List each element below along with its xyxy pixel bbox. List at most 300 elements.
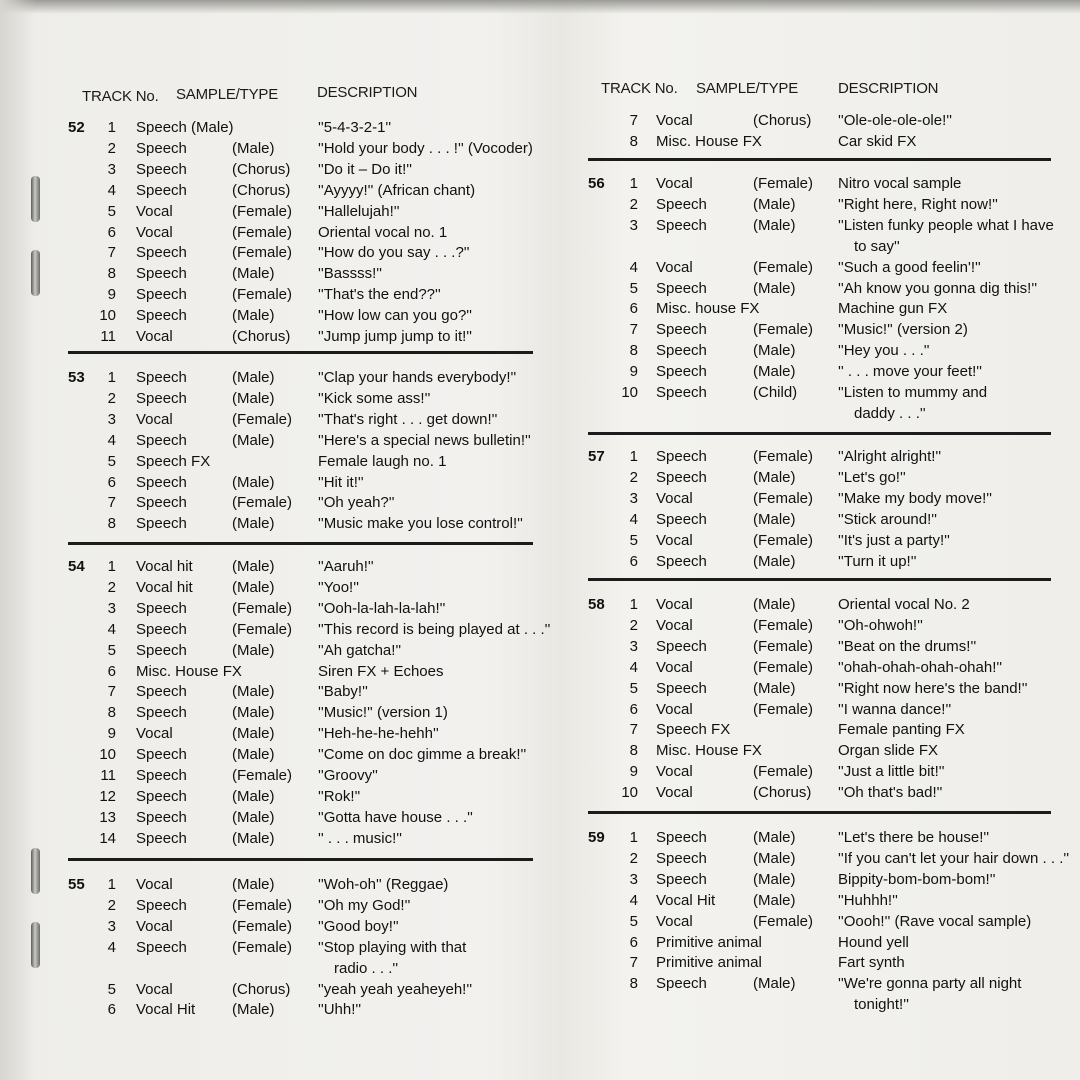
- sample-name: Speech: [136, 599, 187, 617]
- description: ''If you can't let your hair down . . .'': [838, 849, 1070, 867]
- list-item: [586, 679, 1056, 700]
- description: ''Bassss!'': [318, 265, 382, 283]
- sample-name: Vocal: [656, 596, 693, 613]
- list-item: [66, 808, 536, 829]
- sample-type: (Female): [232, 244, 293, 262]
- sample-name: Vocal: [656, 175, 693, 192]
- sample-type: (Female): [753, 321, 814, 339]
- list-item: [586, 320, 1056, 341]
- list-item: [586, 974, 1056, 995]
- list-item: [586, 362, 1056, 383]
- item-number: 6: [629, 700, 638, 718]
- list-item: [586, 383, 1056, 404]
- description: Machine gun FX: [838, 300, 948, 318]
- list-item: [586, 132, 1056, 153]
- sample-name: Speech: [656, 849, 707, 867]
- description: ''Let's go!'': [838, 468, 906, 486]
- sample-name: Vocal: [136, 980, 173, 998]
- sample-type: (Female): [753, 700, 814, 718]
- description: ''Yoo!'': [318, 578, 359, 596]
- sample-type: (Female): [232, 223, 293, 241]
- sample-name: Speech: [136, 369, 187, 386]
- item-number: 2: [107, 578, 116, 596]
- description: ''Turn it up!'': [838, 552, 917, 570]
- sample-type: (Male): [232, 515, 275, 533]
- track-number: 59: [588, 829, 605, 846]
- item-number: 6: [107, 473, 116, 491]
- description: ''Baby!'': [318, 683, 368, 701]
- sample-name: Vocal: [136, 328, 173, 345]
- sample-name: Misc. House FX: [656, 132, 762, 150]
- sample-type: (Male): [753, 596, 796, 613]
- sample-name: Vocal: [656, 658, 693, 676]
- item-number: 10: [621, 784, 638, 802]
- sample-name: Speech: [136, 767, 187, 784]
- item-number: 8: [629, 132, 638, 150]
- list-item: [586, 279, 1056, 300]
- item-number: 11: [100, 328, 116, 345]
- sample-name: Speech: [136, 620, 187, 638]
- sample-type: (Female): [753, 258, 814, 276]
- list-item-continuation: [586, 404, 1056, 425]
- sample-type: (Female): [232, 917, 293, 935]
- sample-type: (Male): [232, 641, 275, 659]
- sample-name: Vocal: [656, 616, 693, 634]
- item-number: 3: [629, 637, 638, 655]
- description: ''Stick around!'': [838, 510, 938, 528]
- sample-type: (Female): [232, 599, 293, 617]
- sample-type: (Male): [753, 829, 796, 846]
- item-number: 10: [99, 307, 116, 325]
- sample-name: Speech: [136, 139, 187, 157]
- sample-type: (Male): [232, 389, 275, 407]
- sample-type: (Female): [753, 658, 814, 676]
- list-item: [66, 285, 536, 306]
- sample-type: (Female): [232, 620, 293, 638]
- description: ''Ooh-la-lah-la-lah!'': [318, 599, 446, 617]
- list-item: [586, 953, 1056, 974]
- item-number: 14: [99, 829, 116, 847]
- item-number: 6: [107, 1001, 116, 1019]
- description: ''How low can you go?'': [318, 307, 473, 325]
- description: ''How do you say . . .?'': [318, 244, 470, 262]
- sample-name: Speech: [136, 473, 187, 491]
- item-number: 5: [107, 202, 116, 220]
- left-column: [66, 0, 551, 1080]
- sample-name: Speech: [656, 195, 707, 213]
- sample-name: Speech FX: [656, 721, 731, 739]
- sample-name: Speech: [656, 975, 707, 993]
- section-divider: [588, 811, 1051, 814]
- sample-type: (Male): [232, 307, 275, 325]
- item-number: 2: [629, 849, 638, 867]
- sample-type: (Female): [753, 637, 814, 655]
- sample-type: (Female): [753, 531, 814, 549]
- list-item: [66, 493, 536, 514]
- description: Siren FX + Echoes: [318, 662, 444, 680]
- list-item: [66, 599, 536, 620]
- description: ''Huhhh!'': [838, 891, 898, 909]
- list-item: [586, 741, 1056, 762]
- sample-name: Speech: [656, 448, 707, 465]
- item-number: 13: [99, 808, 116, 826]
- sample-name: Speech: [656, 342, 707, 360]
- sample-name: Speech: [656, 279, 707, 297]
- item-number: 1: [629, 829, 638, 846]
- list-item: [66, 787, 536, 808]
- list-item: [66, 578, 536, 599]
- sample-name: Speech: [656, 216, 707, 234]
- description: ''5-4-3-2-1'': [318, 119, 392, 136]
- sample-type: (Chorus): [232, 160, 291, 178]
- item-number: 5: [629, 531, 638, 549]
- sample-name: Vocal: [136, 223, 173, 241]
- item-number: 6: [629, 300, 638, 318]
- list-item: [586, 616, 1056, 637]
- section-divider: [588, 578, 1051, 581]
- sample-name: Vocal: [136, 410, 173, 428]
- list-item: [66, 514, 536, 535]
- description: Nitro vocal sample: [838, 175, 962, 192]
- list-item: [66, 703, 536, 724]
- list-item: [66, 938, 536, 959]
- description: ''Right now here's the band!'': [838, 679, 1028, 697]
- description: ''Ah gatcha!'': [318, 641, 402, 659]
- item-number: 6: [107, 662, 116, 680]
- item-number: 5: [629, 679, 638, 697]
- list-item: [586, 658, 1056, 679]
- description: ''ohah-ohah-ohah-ohah!'': [838, 658, 1003, 676]
- sample-type: (Male): [232, 725, 275, 743]
- list-item: [586, 891, 1056, 912]
- list-item: [66, 452, 536, 473]
- description: ''Make my body move!'': [838, 489, 993, 507]
- list-item: [66, 306, 536, 327]
- list-item: [586, 531, 1056, 552]
- item-number: 7: [629, 321, 638, 339]
- list-item-continuation: [66, 959, 536, 980]
- item-number: 9: [629, 363, 638, 381]
- item-number: 5: [107, 980, 116, 998]
- description: '' . . . move your feet!'': [838, 363, 983, 381]
- description: ''Music!'' (version 1): [318, 704, 448, 722]
- sample-type: (Chorus): [232, 980, 291, 998]
- item-number: 2: [629, 616, 638, 634]
- item-number: 1: [629, 175, 638, 192]
- sample-type: (Male): [753, 363, 796, 381]
- staple-icon: [31, 922, 40, 968]
- sample-type: (Male): [232, 265, 275, 283]
- item-number: 4: [107, 620, 116, 638]
- description: ''Gotta have house . . .'': [318, 808, 473, 826]
- description: ''Here's a special news bulletin!'': [318, 431, 531, 449]
- list-item: [586, 933, 1056, 954]
- sample-type: (Female): [753, 912, 814, 930]
- sample-name: Speech FX: [136, 452, 211, 470]
- description: ''Oh that's bad!'': [838, 784, 943, 802]
- list-item: [586, 489, 1056, 510]
- list-item: [586, 912, 1056, 933]
- item-number: 7: [629, 112, 638, 129]
- sample-name: Speech: [136, 160, 187, 178]
- sample-name: Speech: [656, 637, 707, 655]
- list-item: [586, 637, 1056, 658]
- sample-type: (Female): [753, 616, 814, 634]
- list-item: [66, 1000, 536, 1021]
- item-number: 8: [629, 975, 638, 993]
- list-item: [66, 875, 536, 896]
- item-number: 4: [629, 258, 638, 276]
- list-item: [66, 829, 536, 850]
- header-sample: SAMPLE/TYPE: [176, 86, 279, 103]
- section-divider: [588, 432, 1051, 435]
- item-number: 3: [107, 599, 116, 617]
- description: ''Let's there be house!'': [838, 829, 990, 846]
- description: ''Hallelujah!'': [318, 202, 400, 220]
- item-number: 7: [629, 954, 638, 972]
- description: ''Come on doc gimme a break!'': [318, 746, 527, 764]
- description: ''Woh-oh'' (Reggae): [318, 876, 449, 893]
- item-number: 10: [621, 384, 638, 401]
- sample-name: Speech: [136, 181, 187, 199]
- list-item: [66, 118, 536, 139]
- list-item: [66, 202, 536, 223]
- description: ''Music make you lose control!'': [318, 515, 523, 533]
- description: ''Hey you . . .'': [838, 342, 930, 360]
- staple-icon: [31, 176, 40, 222]
- sample-type: (Male): [232, 787, 275, 805]
- item-number: 5: [107, 452, 116, 470]
- description: ''That's the end??'': [318, 286, 441, 304]
- sample-type: (Male): [232, 431, 275, 449]
- item-number: 3: [107, 917, 116, 935]
- header-sample: SAMPLE/TYPE: [696, 80, 799, 97]
- sample-type: (Female): [753, 448, 814, 465]
- sample-type: (Male): [232, 578, 275, 596]
- list-item-continuation: [586, 237, 1056, 258]
- description: ''Alright alright!'': [838, 448, 942, 465]
- list-item: [66, 641, 536, 662]
- list-item: [586, 720, 1056, 741]
- item-number: 5: [107, 641, 116, 659]
- item-number: 4: [629, 891, 638, 909]
- description: ''Oooh!'' (Rave vocal sample): [838, 912, 1032, 930]
- sample-type: (Male): [753, 849, 796, 867]
- list-item: [586, 447, 1056, 468]
- item-number: 3: [629, 216, 638, 234]
- sample-type: (Male): [232, 1001, 275, 1019]
- item-number: 10: [99, 746, 116, 764]
- sample-name: Vocal: [656, 784, 693, 802]
- sample-type: (Chorus): [753, 784, 812, 802]
- sample-type: (Chorus): [232, 328, 291, 345]
- sample-type: (Male): [232, 808, 275, 826]
- description: ''Just a little bit!'': [838, 763, 945, 781]
- sample-name: Speech: [136, 244, 187, 262]
- description: Hound yell: [838, 933, 909, 951]
- sample-name: Speech: [656, 468, 707, 486]
- sample-name: Vocal: [136, 202, 173, 220]
- sample-type: (Female): [232, 494, 293, 512]
- description-continuation: to say'': [854, 237, 900, 255]
- list-item: [66, 160, 536, 181]
- description: ''Kick some ass!'': [318, 389, 431, 407]
- sample-name: Speech: [656, 321, 707, 339]
- item-number: 4: [107, 938, 116, 956]
- sample-name: Vocal Hit: [136, 1001, 196, 1019]
- description: ''Such a good feelin'!'': [838, 258, 981, 276]
- list-item: [66, 243, 536, 264]
- sample-name: Speech: [136, 787, 187, 805]
- item-number: 2: [629, 468, 638, 486]
- item-number: 4: [107, 431, 116, 449]
- list-item: [66, 431, 536, 452]
- description: ''Oh-ohwoh!'': [838, 616, 923, 634]
- list-item: [66, 368, 536, 389]
- section-divider: [68, 542, 533, 545]
- list-item: [586, 341, 1056, 362]
- sample-name: Speech: [136, 938, 187, 956]
- sample-name: Vocal: [656, 531, 693, 549]
- description: ''Rok!'': [318, 787, 361, 805]
- sample-type: (Female): [232, 938, 293, 956]
- description: '' . . . music!'': [318, 829, 402, 847]
- sample-type: (Male): [232, 558, 275, 575]
- sample-type: (Child): [753, 384, 798, 401]
- item-number: 7: [107, 244, 116, 262]
- item-number: 9: [629, 763, 638, 781]
- item-number: 1: [107, 119, 116, 136]
- list-item: [586, 552, 1056, 573]
- item-number: 8: [629, 342, 638, 360]
- description: ''That's right . . . get down!'': [318, 410, 498, 428]
- sample-type: (Chorus): [232, 181, 291, 199]
- description: ''Good boy!'': [318, 917, 399, 935]
- description: ''Oh yeah?'': [318, 494, 395, 512]
- sample-name: Vocal: [656, 763, 693, 781]
- sample-type: (Female): [753, 763, 814, 781]
- section-divider: [68, 858, 533, 861]
- sample-type: (Male): [232, 704, 275, 722]
- item-number: 6: [629, 552, 638, 570]
- description: Female laugh no. 1: [318, 452, 447, 470]
- description: ''Ayyyy!'' (African chant): [318, 181, 476, 199]
- sample-type: (Female): [753, 489, 814, 507]
- sample-name: Primitive animal: [656, 954, 762, 972]
- item-number: 1: [107, 876, 116, 893]
- item-number: 1: [107, 369, 116, 386]
- list-item: [586, 195, 1056, 216]
- sample-name: Speech: [656, 384, 707, 401]
- list-item: [66, 917, 536, 938]
- description: ''Music!'' (version 2): [838, 321, 968, 339]
- item-number: 2: [107, 389, 116, 407]
- item-number: 6: [107, 223, 116, 241]
- section-divider: [68, 351, 533, 354]
- track-number: 53: [68, 369, 85, 386]
- sample-type: (Female): [232, 896, 293, 914]
- sample-name: Speech: [656, 870, 707, 888]
- staple-icon: [31, 848, 40, 894]
- description: Fart synth: [838, 954, 905, 972]
- list-item: [66, 473, 536, 494]
- sample-type: (Female): [232, 410, 293, 428]
- item-number: 8: [107, 515, 116, 533]
- list-item: [586, 700, 1056, 721]
- description: ''We're gonna party all night: [838, 975, 1022, 993]
- list-item: [586, 849, 1070, 870]
- item-number: 6: [629, 933, 638, 951]
- description: ''Oh my God!'': [318, 896, 411, 914]
- list-item: [66, 139, 536, 160]
- sample-type: (Male): [753, 870, 796, 888]
- sample-type: (Chorus): [753, 112, 812, 129]
- sample-name: Speech: [656, 552, 707, 570]
- sample-type: (Male): [753, 468, 796, 486]
- sample-type: (Male): [753, 552, 796, 570]
- list-item: [586, 783, 1056, 804]
- sample-type: (Male): [232, 139, 275, 157]
- description: Oriental vocal No. 2: [838, 596, 970, 613]
- sample-name: Misc. House FX: [136, 662, 242, 680]
- description: ''Right here, Right now!'': [838, 195, 998, 213]
- list-item: [586, 174, 1056, 195]
- sample-name: Vocal: [136, 725, 173, 743]
- list-item: [586, 468, 1056, 489]
- sample-name: Speech: [656, 679, 707, 697]
- sample-name: Speech: [136, 896, 187, 914]
- item-number: 1: [107, 558, 116, 575]
- description: Organ slide FX: [838, 742, 939, 760]
- item-number: 7: [107, 683, 116, 701]
- right-column: [586, 0, 1070, 1080]
- track-number: 56: [588, 175, 605, 192]
- section-divider: [588, 158, 1051, 161]
- description-continuation: tonight!'': [854, 996, 909, 1014]
- list-item: [66, 662, 536, 683]
- sample-name: Misc. House FX: [656, 742, 762, 760]
- item-number: 4: [629, 510, 638, 528]
- sample-name: Speech: [136, 808, 187, 826]
- sample-name: Speech (Male): [136, 119, 234, 136]
- list-item: [66, 766, 536, 787]
- description: ''Heh-he-he-hehh'': [318, 725, 439, 743]
- sample-name: Speech: [136, 265, 187, 283]
- staple-icon: [31, 250, 40, 296]
- sample-name: Speech: [656, 363, 707, 381]
- description: ''Do it – Do it!'': [318, 160, 412, 178]
- sample-type: (Male): [753, 891, 796, 909]
- description-continuation: daddy . . .'': [854, 404, 926, 422]
- description: ''Clap your hands everybody!'': [318, 369, 517, 386]
- header-track: TRACK No.: [82, 88, 159, 105]
- list-item: [586, 828, 1056, 849]
- sample-type: (Male): [753, 279, 796, 297]
- item-number: 7: [629, 721, 638, 739]
- sample-name: Speech: [136, 307, 187, 325]
- item-number: 3: [629, 489, 638, 507]
- track-number: 55: [68, 876, 85, 893]
- sample-name: Speech: [656, 510, 707, 528]
- list-item: [586, 762, 1056, 783]
- item-number: 5: [629, 912, 638, 930]
- description: Car skid FX: [838, 132, 917, 150]
- track-number: 54: [68, 558, 85, 575]
- sample-name: Vocal: [656, 489, 693, 507]
- list-item: [66, 896, 536, 917]
- sample-type: (Male): [232, 746, 275, 764]
- page-left-edge: [0, 0, 36, 1080]
